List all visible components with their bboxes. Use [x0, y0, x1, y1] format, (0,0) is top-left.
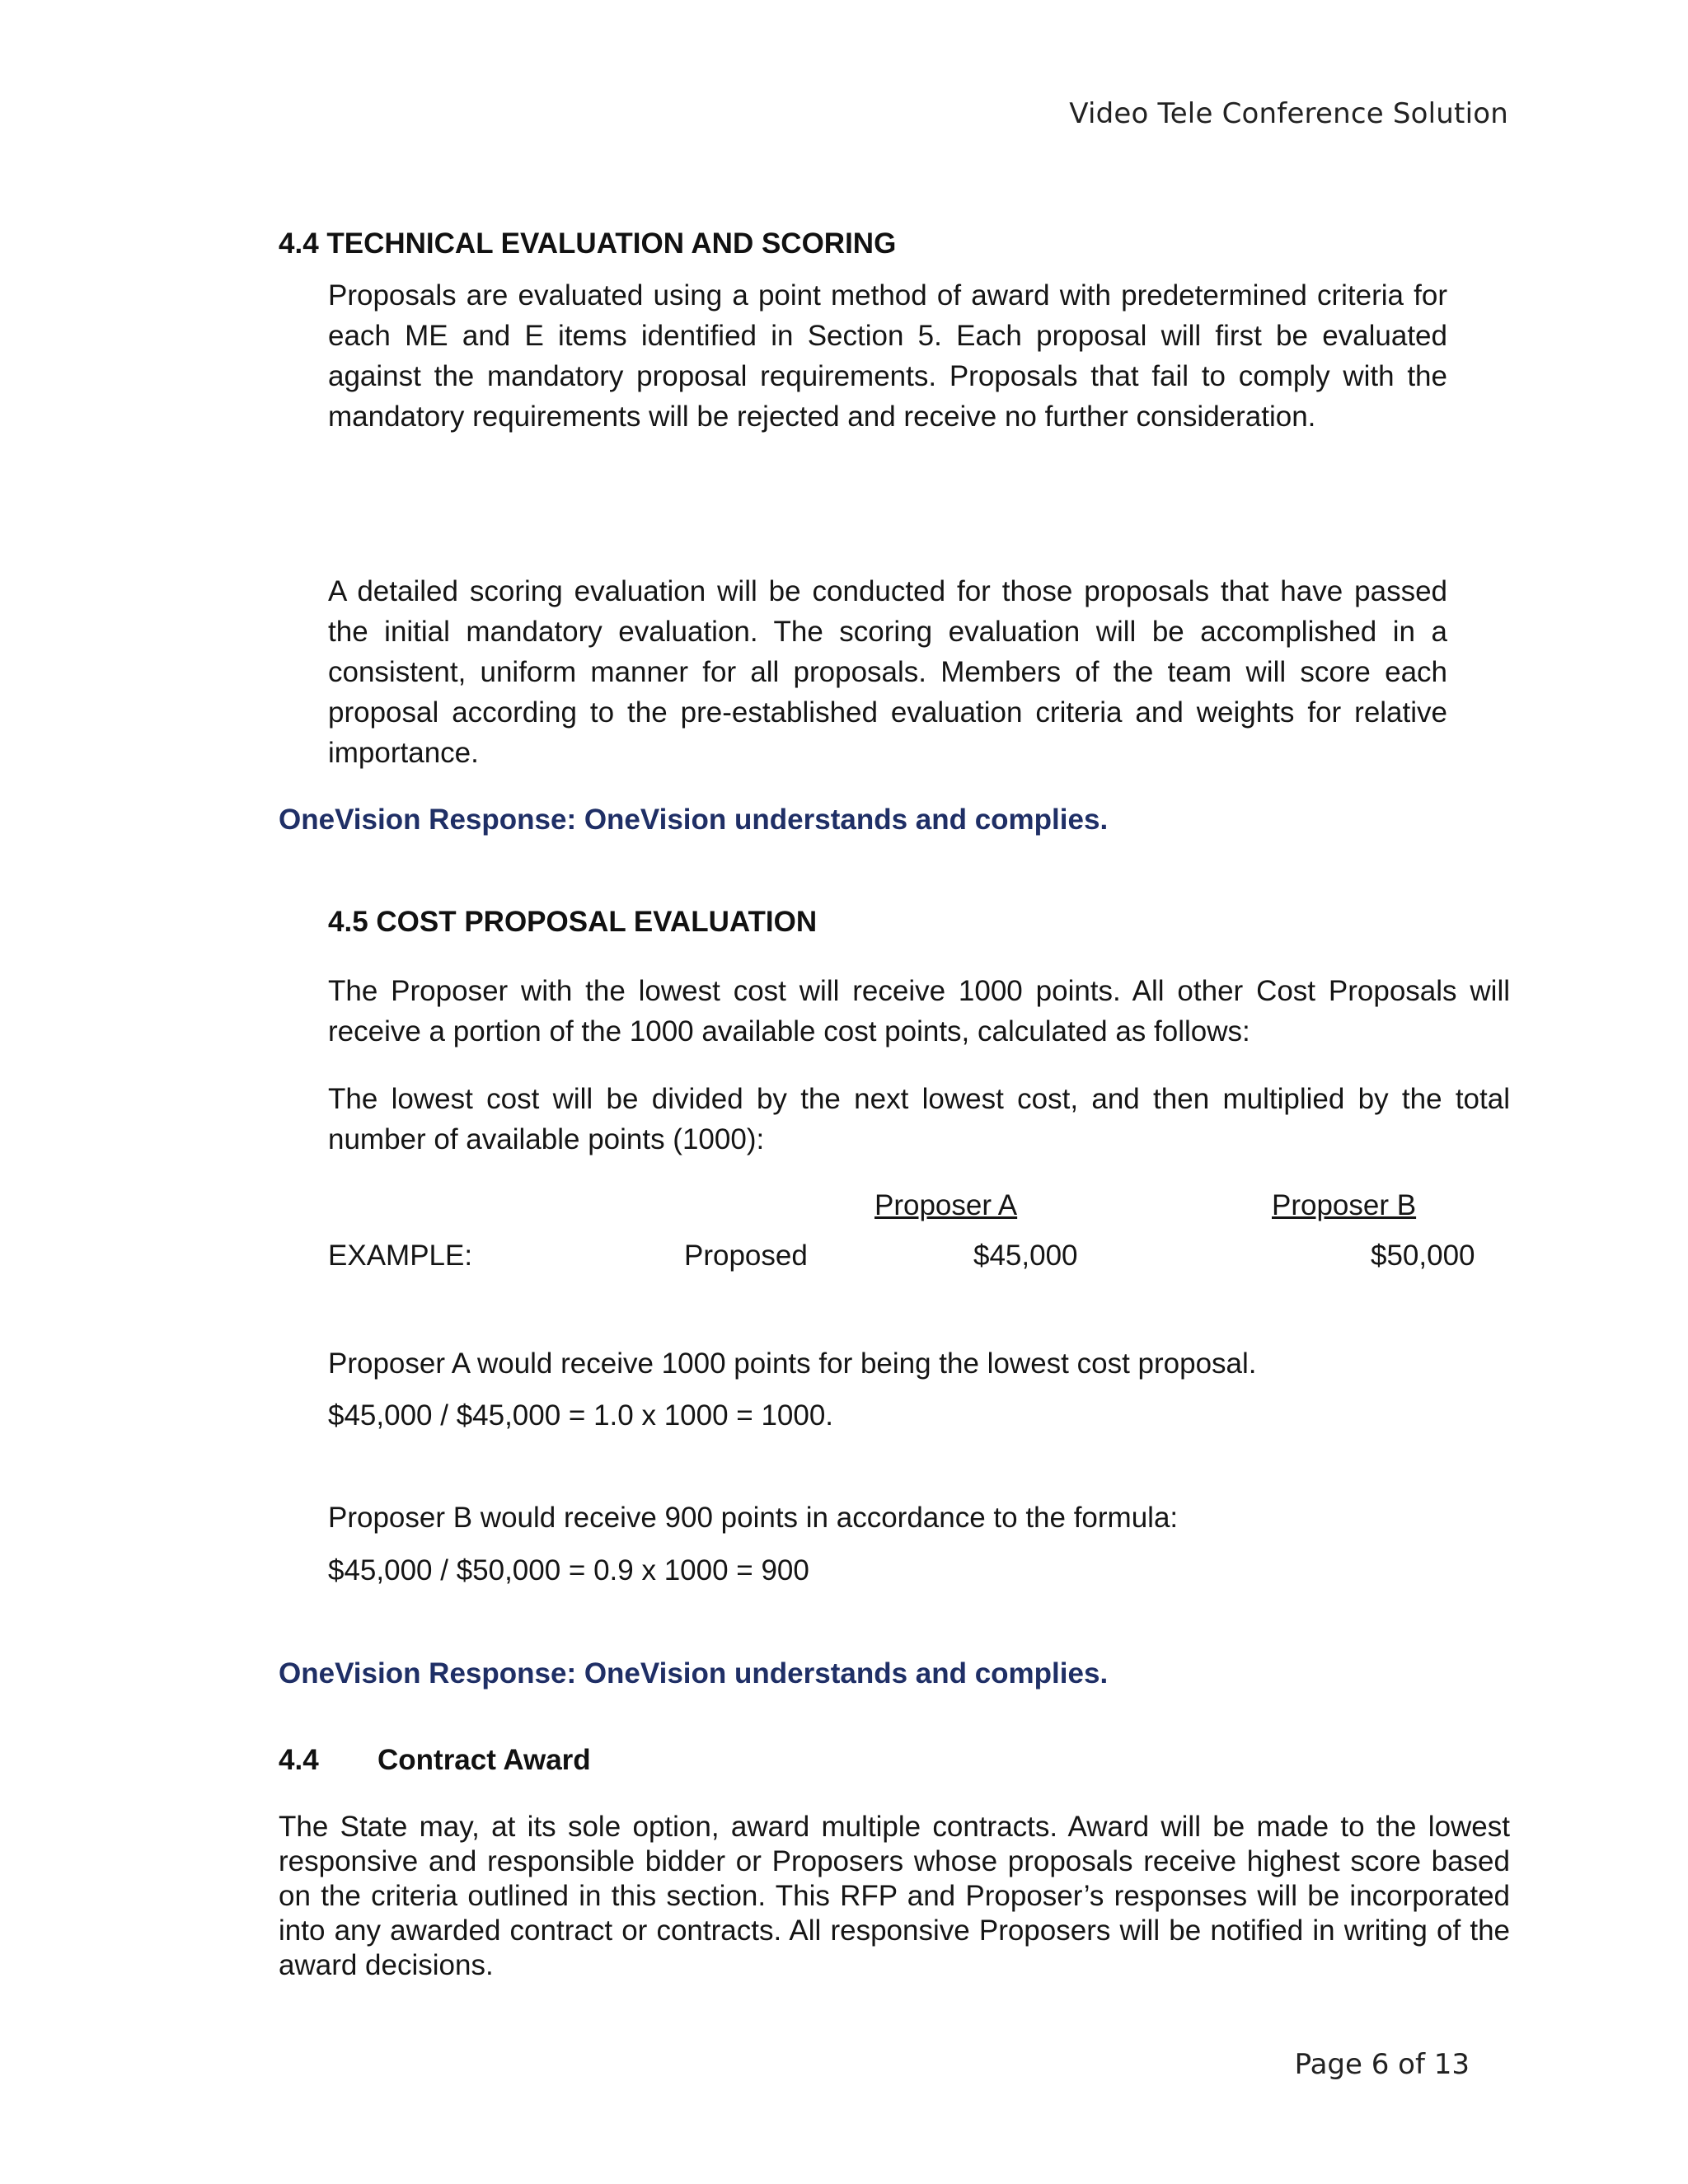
example-col-proposer-b-header: Proposer B: [1272, 1189, 1417, 1221]
proposer-a-formula: $45,000 / $45,000 = 1.0 x 1000 = 1000.: [328, 1399, 834, 1432]
example-col-proposer-a-header: Proposer A: [874, 1189, 1018, 1221]
technical-evaluation-paragraph-2: A detailed scoring evaluation will be conducted for those proposals that have passed the initial mandatory evaluation. The scoring evaluation will be accomplished in a consistent, uniform manner for all proposals. Members of the team will score each proposal according to the pre-established evaluation criteria and weights for relative importance.: [328, 575, 1447, 769]
response-technical-evaluation: OneVision Response: OneVision understands and complies.: [279, 804, 1109, 836]
header-title: Video Tele Conference Solution: [1069, 97, 1508, 130]
section-heading-contract-award: Contract Award: [377, 1744, 591, 1776]
section-number-contract-award: 4.4: [279, 1744, 319, 1776]
example-row-label: Proposed: [684, 1240, 808, 1272]
example-label: EXAMPLE:: [328, 1240, 473, 1272]
cost-proposal-paragraph-1: The Proposer with the lowest cost will receive 1000 points. All other Cost Proposals will receive a portion of the 1000 available cost points, calculated as follows:: [328, 975, 1510, 1047]
section-heading-technical-evaluation: 4.4 TECHNICAL EVALUATION AND SCORING: [279, 227, 897, 260]
contract-award-paragraph: The State may, at its sole option, award multiple contracts. Award will be made to the lowest responsive and responsible bidder or Proposers whose proposals receive highest score based on the criteria outlined in this section. This RFP and Proposer’s responses will be incorporated into any awarded contract or contracts. All responsive Proposers will be notified in writing of the award decisions.: [279, 1811, 1510, 1981]
proposer-b-formula: $45,000 / $50,000 = 0.9 x 1000 = 900: [328, 1554, 809, 1586]
cost-proposal-paragraph-2: The lowest cost will be divided by the next lowest cost, and then multiplied by the total number of available points (1000):: [328, 1083, 1510, 1155]
response-cost-proposal: OneVision Response: OneVision understands and complies.: [279, 1657, 1109, 1690]
section-heading-cost-proposal: 4.5 COST PROPOSAL EVALUATION: [328, 906, 818, 938]
proposer-a-explanation: Proposer A would receive 1000 points for being the lowest cost proposal.: [328, 1347, 1257, 1380]
page-number: Page 6 of 13: [1294, 2048, 1470, 2081]
proposer-b-explanation: Proposer B would receive 900 points in accordance to the formula:: [328, 1502, 1179, 1534]
example-value-proposer-b: $50,000: [1371, 1240, 1475, 1272]
example-value-proposer-a: $45,000: [973, 1240, 1078, 1272]
technical-evaluation-paragraph-1: Proposals are evaluated using a point method of award with predetermined criteria for each ME and E items identified in Section 5. Each proposal will first be evaluated against the mandatory proposal requirements. Proposals that fail to comply with the mandatory requirements will be rejected and receive no further consideration.: [328, 279, 1447, 433]
